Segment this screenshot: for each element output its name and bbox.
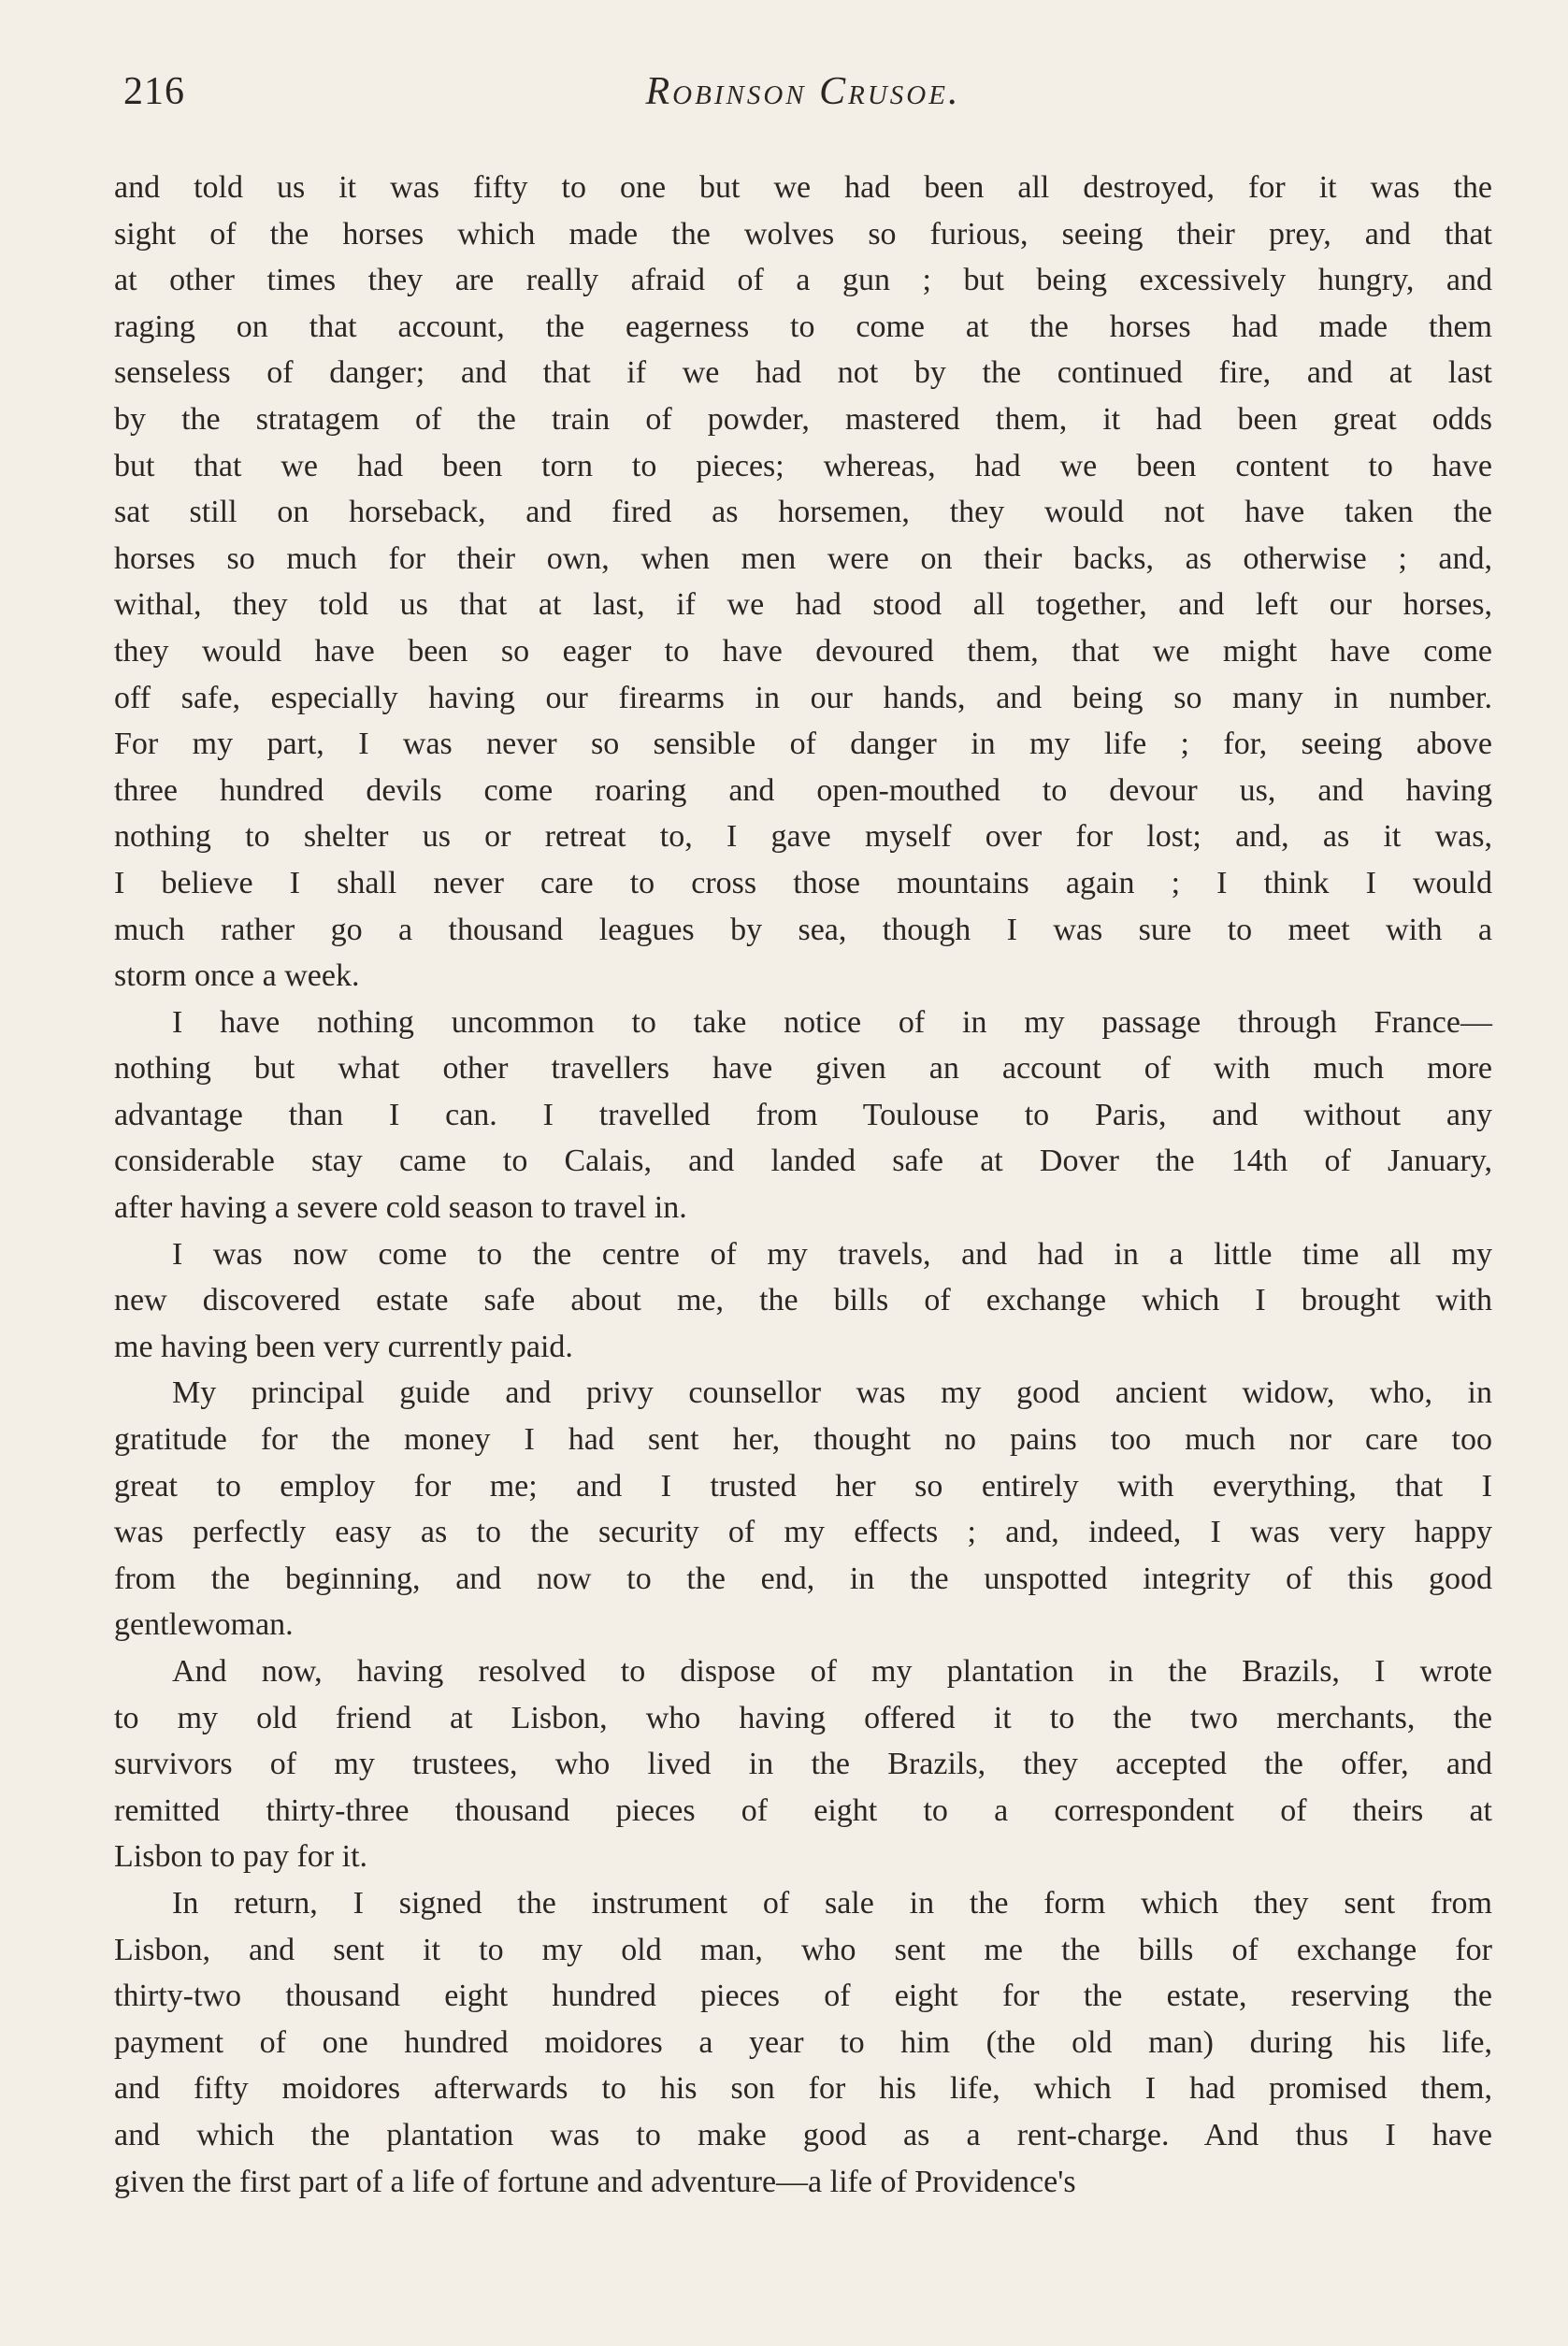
text-line: and which the plantation was to make good as a rent-charge. And thus I have: [114, 2117, 1492, 2152]
text-line: senseless of danger; and that if we had not by the continued fire, and at last: [114, 355, 1492, 391]
text-line: me having been very currently paid.: [114, 1329, 573, 1364]
paragraph: [114, 1880, 1492, 2205]
text-line: great to employ for me; and I trusted her so entirely with everything, that I: [114, 1468, 1492, 1504]
text-line: thirty-two thousand eight hundred pieces of eight for the estate, reserving the: [114, 1979, 1492, 2014]
text-line: My principal guide and privy counsellor was my good ancient widow, who, in: [172, 1375, 1492, 1411]
paragraph: [114, 1231, 1492, 1371]
text-line: off safe, especially having our firearms in our hands, and being so many in number.: [114, 680, 1492, 715]
text-line: sat still on horseback, and fired as horsemen, they would not have taken the: [114, 495, 1492, 530]
text-line: given the first part of a life of fortune and adventure—a life of Providence's: [114, 2164, 1076, 2199]
text-line: from the beginning, and now to the end, in the unspotted integrity of this good: [114, 1561, 1492, 1596]
text-line: survivors of my trustees, who lived in the Brazils, they accepted the offer, and: [114, 1747, 1492, 1782]
text-line: was perfectly easy as to the security of my effects ; and, indeed, I was very happy: [114, 1515, 1492, 1550]
text-line: at other times they are really afraid of a gun ; but being excessively hungry, and: [114, 263, 1492, 298]
page-number: 216: [123, 70, 185, 113]
text-line: but that we had been torn to pieces; whereas, had we been content to have: [114, 448, 1492, 483]
text-line: payment of one hundred moidores a year to him (the old man) during his life,: [114, 2024, 1492, 2060]
text-line: I was now come to the centre of my travels, and had in a little time all my: [172, 1236, 1492, 1272]
body-text: [114, 165, 1492, 2205]
text-line: I believe I shall never care to cross those mountains again ; I think I would: [114, 865, 1492, 900]
running-title: Robinson Crusoe.: [645, 70, 961, 113]
text-line: nothing but what other travellers have given an account of with much more: [114, 1051, 1492, 1087]
text-line: by the stratagem of the train of powder, mastered them, it had been great odds: [114, 401, 1492, 437]
text-line: I have nothing uncommon to take notice of in my passage through France—: [172, 1004, 1492, 1040]
text-line: considerable stay came to Calais, and landed safe at Dover the 14th of January,: [114, 1144, 1492, 1179]
text-line: gratitude for the money I had sent her, thought no pains too much nor care too: [114, 1422, 1492, 1458]
text-line: and told us it was fifty to one but we had been all destroyed, for it was the: [114, 170, 1492, 205]
page-header: [114, 69, 1492, 125]
text-line: three hundred devils come roaring and open-mouthed to devour us, and having: [114, 772, 1492, 808]
text-line: new discovered estate safe about me, the bills of exchange which I brought with: [114, 1283, 1492, 1318]
paragraph: [114, 165, 1492, 1000]
text-line: nothing to shelter us or retreat to, I gave myself over for lost; and, as it was,: [114, 819, 1492, 855]
text-line: horses so much for their own, when men were on their backs, as otherwise ; and,: [114, 540, 1492, 576]
text-line: and fifty moidores afterwards to his son for his life, which I had promised them,: [114, 2071, 1492, 2107]
paragraph: [114, 1370, 1492, 1648]
text-line: to my old friend at Lisbon, who having offered it to the two merchants, the: [114, 1700, 1492, 1735]
text-line: gentlewoman.: [114, 1607, 294, 1643]
paragraph: [114, 1000, 1492, 1231]
text-line: withal, they told us that at last, if we had stood all together, and left our horses,: [114, 587, 1492, 623]
text-line: Lisbon, and sent it to my old man, who sent me the bills of exchange for: [114, 1932, 1492, 1967]
text-line: advantage than I can. I travelled from Toulouse to Paris, and without any: [114, 1097, 1492, 1132]
paragraph: [114, 1648, 1492, 1880]
text-line: much rather go a thousand leagues by sea, though I was sure to meet with a: [114, 912, 1492, 947]
text-line: storm once a week.: [114, 958, 360, 994]
text-line: they would have been so eager to have devoured them, that we might have come: [114, 633, 1492, 669]
text-line: For my part, I was never so sensible of danger in my life ; for, seeing above: [114, 727, 1492, 762]
text-line: In return, I signed the instrument of sale in the form which they sent from: [172, 1885, 1492, 1921]
text-line: remitted thirty-three thousand pieces of eight to a correspondent of theirs at: [114, 1792, 1492, 1828]
text-line: sight of the horses which made the wolves so furious, seeing their prey, and that: [114, 216, 1492, 252]
text-line: Lisbon to pay for it.: [114, 1839, 368, 1875]
text-line: raging on that account, the eagerness to come at the horses had made them: [114, 309, 1492, 344]
text-line: after having a severe cold season to travel in.: [114, 1190, 687, 1226]
text-line: And now, having resolved to dispose of my plantation in the Brazils, I wrote: [172, 1654, 1492, 1689]
